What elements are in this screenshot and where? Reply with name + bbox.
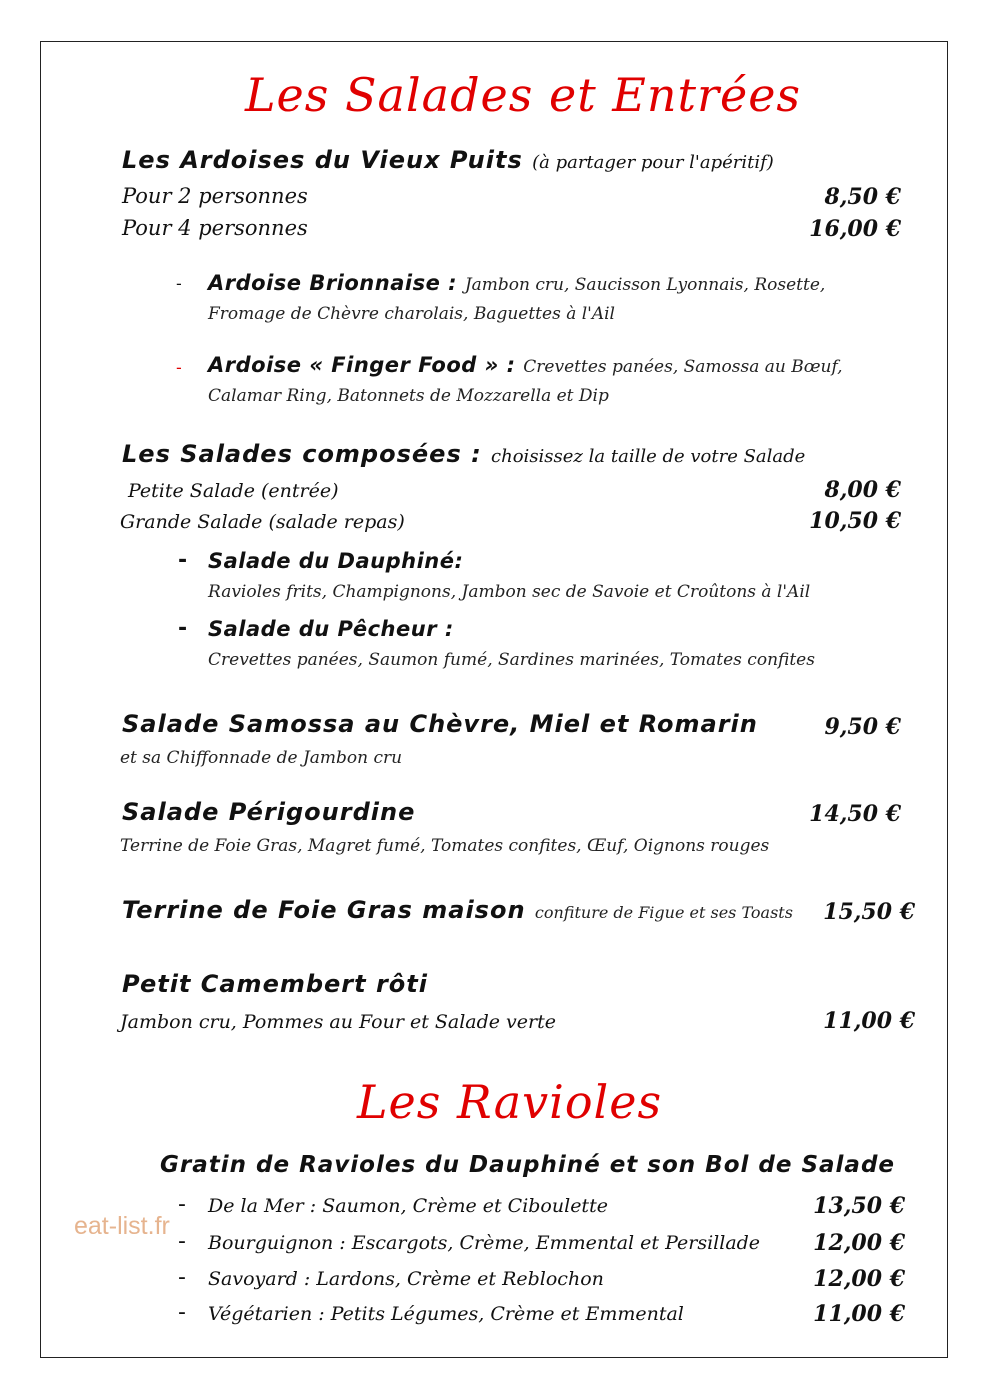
- ardoises-size-2: Pour 2 personnes: [122, 184, 308, 208]
- composees-note: choisissez la taille de votre Salade: [491, 446, 806, 467]
- section-title-ravioles: Les Ravioles: [357, 1075, 663, 1129]
- composees-heading: [122, 440, 805, 468]
- petite-salade-label: Petite Salade (entrée): [128, 480, 339, 502]
- salade-pecheur-desc: Crevettes panées, Saumon fumé, Sardines marinées, Tomates confites: [208, 650, 815, 670]
- camembert-price: 11,00 €: [823, 1008, 915, 1034]
- ravioles-heading: Gratin de Ravioles du Dauphiné et son Bol de Salade: [160, 1152, 896, 1178]
- ardoise-brionnaise-dash: -: [176, 274, 182, 293]
- salade-dauphine-dash: -: [178, 548, 188, 573]
- ardoises-heading: [122, 146, 774, 174]
- camembert-desc: Jambon cru, Pommes au Four et Salade verte: [120, 1011, 556, 1033]
- ardoise-brionnaise-desc1: Jambon cru, Saucisson Lyonnais, Rosette,: [464, 275, 826, 295]
- ardoise-brionnaise-desc2: Fromage de Chèvre charolais, Baguettes à l'Ail: [208, 304, 615, 324]
- ardoise-finger-food-dash: -: [176, 358, 182, 377]
- ardoises-price-2: 8,50 €: [824, 184, 901, 210]
- ardoises-size-4: Pour 4 personnes: [122, 216, 308, 240]
- ardoise-brionnaise-name: Ardoise Brionnaise :: [208, 271, 458, 295]
- salade-perigourdine-desc: Terrine de Foie Gras, Magret fumé, Tomates confites, Œuf, Oignons rouges: [120, 836, 770, 856]
- ravioles-mer-dash: -: [178, 1192, 186, 1217]
- ardoise-finger-food-desc1: Crevettes panées, Samossa au Bœuf,: [523, 357, 843, 377]
- ravioles-savoyard-label: Savoyard : Lardons, Crème et Reblochon: [208, 1268, 604, 1290]
- ardoises-heading-text: Les Ardoises du Vieux Puits: [122, 146, 523, 174]
- terrine-foie-gras-name: Terrine de Foie Gras maison: [122, 896, 526, 924]
- salade-samossa-price: 9,50 €: [824, 714, 901, 740]
- camembert-name: Petit Camembert rôti: [122, 970, 428, 998]
- terrine-foie-gras: [122, 896, 793, 924]
- section-title-salades: Les Salades et Entrées: [245, 68, 802, 122]
- salade-pecheur-name: Salade du Pêcheur :: [208, 617, 454, 641]
- ravioles-bourguignon-price: 12,00 €: [813, 1230, 905, 1256]
- salade-dauphine-desc: Ravioles frits, Champignons, Jambon sec de Savoie et Croûtons à l'Ail: [208, 582, 811, 602]
- ravioles-vegetarien-dash: -: [178, 1300, 186, 1325]
- grande-salade-label: Grande Salade (salade repas): [120, 511, 405, 533]
- grande-salade-price: 10,50 €: [809, 508, 901, 534]
- salade-dauphine-name: Salade du Dauphiné:: [208, 549, 464, 573]
- petite-salade-price: 8,00 €: [824, 477, 901, 503]
- ravioles-vegetarien-label: Végétarien : Petits Légumes, Crème et Emmental: [208, 1303, 684, 1325]
- ravioles-mer-label: De la Mer : Saumon, Crème et Ciboulette: [208, 1195, 608, 1217]
- terrine-foie-gras-desc: confiture de Figue et ses Toasts: [534, 903, 793, 922]
- salade-samossa-desc: et sa Chiffonnade de Jambon cru: [120, 748, 403, 768]
- ravioles-bourguignon-label: Bourguignon : Escargots, Crème, Emmental et Persillade: [208, 1232, 761, 1254]
- ravioles-vegetarien-price: 11,00 €: [813, 1301, 905, 1327]
- ravioles-mer-price: 13,50 €: [813, 1193, 905, 1219]
- ardoise-finger-food-desc2: Calamar Ring, Batonnets de Mozzarella et Dip: [208, 386, 609, 406]
- composees-heading-text: Les Salades composées :: [122, 440, 482, 468]
- terrine-foie-gras-price: 15,50 €: [823, 899, 915, 925]
- salade-samossa-name: Salade Samossa au Chèvre, Miel et Romarin: [122, 710, 758, 738]
- salade-perigourdine-name: Salade Périgourdine: [122, 798, 416, 826]
- ardoises-note: (à partager pour l'apéritif): [532, 152, 774, 173]
- ardoise-finger-food: [208, 353, 843, 377]
- salade-perigourdine-price: 14,50 €: [809, 801, 901, 827]
- ravioles-savoyard-price: 12,00 €: [813, 1266, 905, 1292]
- ravioles-bourguignon-dash: -: [178, 1229, 186, 1254]
- ardoises-price-4: 16,00 €: [809, 216, 901, 242]
- ardoise-brionnaise: [208, 271, 825, 295]
- ravioles-savoyard-dash: -: [178, 1265, 186, 1290]
- watermark-text: eat-list.fr: [74, 1212, 170, 1240]
- salade-pecheur-dash: -: [178, 616, 188, 641]
- ardoise-finger-food-name: Ardoise « Finger Food » :: [208, 353, 516, 377]
